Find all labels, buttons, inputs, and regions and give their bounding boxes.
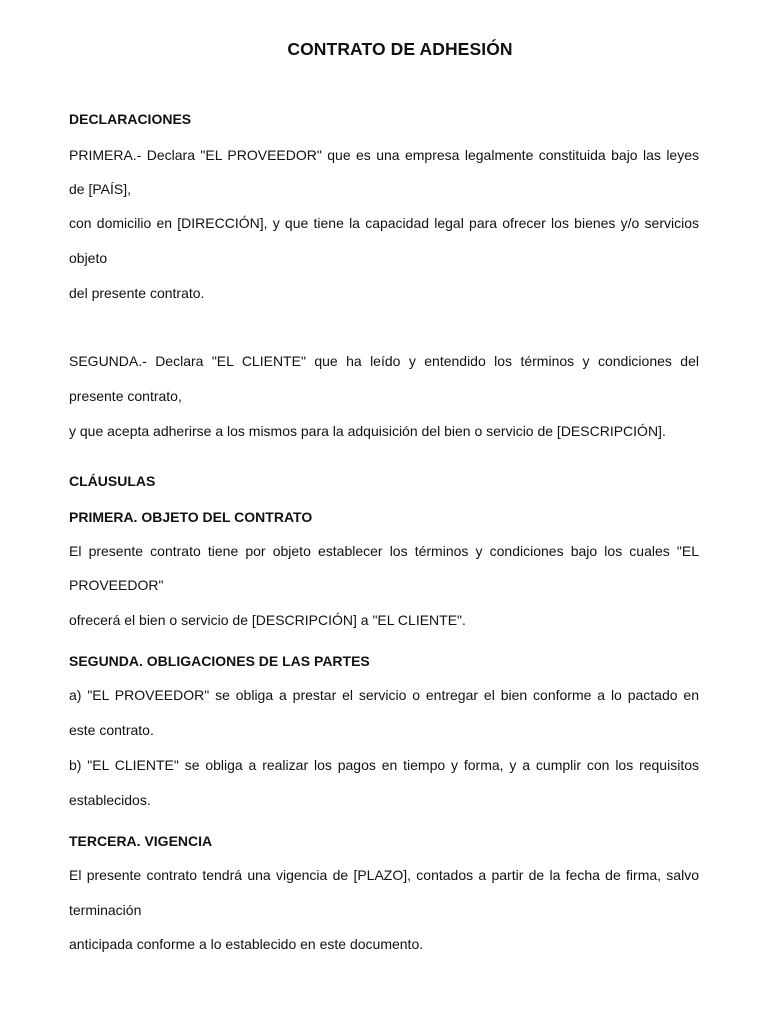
clausula-tercera-line-1: El presente contrato tendrá una vigencia de [PLAZO], contados a partir de la fecha de firma, salvo	[69, 867, 699, 883]
clausula-primera-line-3: ofrecerá el bien o servicio de [DESCRIPCIÓN] a "EL CLIENTE".	[69, 612, 466, 628]
clausula-segunda-line-4: establecidos.	[69, 792, 151, 808]
document-title: CONTRATO DE ADHESIÓN	[287, 39, 513, 59]
clausula-tercera-heading: TERCERA. VIGENCIA	[69, 833, 213, 849]
clausula-segunda-line-1: a) "EL PROVEEDOR" se obliga a prestar el servicio o entregar el bien conforme a lo pactado en	[69, 687, 699, 703]
declaracion-primera-line-5: del presente contrato.	[69, 285, 205, 301]
clausulas-heading: CLÁUSULAS	[69, 473, 156, 489]
declaraciones-heading: DECLARACIONES	[69, 111, 192, 127]
declaracion-primera-line-2: de [PAÍS],	[69, 181, 131, 197]
clausula-primera-line-2: PROVEEDOR"	[69, 577, 164, 593]
declaracion-segunda-line-2: presente contrato,	[69, 388, 182, 404]
clausula-segunda-heading: SEGUNDA. OBLIGACIONES DE LAS PARTES	[69, 653, 370, 669]
clausula-tercera-line-3: anticipada conforme a lo establecido en este documento.	[69, 936, 424, 952]
declaracion-segunda-line-3: y que acepta adherirse a los mismos para la adquisición del bien o servicio de [DESCRIPCIÓN].	[69, 423, 666, 439]
declaracion-segunda-line-1: SEGUNDA.- Declara "EL CLIENTE" que ha leído y entendido los términos y condiciones del	[69, 353, 699, 369]
declaracion-primera-line-1: PRIMERA.- Declara "EL PROVEEDOR" que es una empresa legalmente constituida bajo las leyes	[69, 147, 699, 163]
declaracion-primera-line-3: con domicilio en [DIRECCIÓN], y que tiene la capacidad legal para ofrecer los bienes y/o servicios	[69, 215, 699, 231]
declaracion-primera-line-4: objeto	[69, 250, 108, 266]
clausula-primera-line-1: El presente contrato tiene por objeto establecer los términos y condiciones bajo los cuales "EL	[69, 543, 699, 559]
clausula-primera-heading: PRIMERA. OBJETO DEL CONTRATO	[69, 509, 313, 525]
clausula-segunda-line-2: este contrato.	[69, 722, 154, 738]
clausula-tercera-line-2: terminación	[69, 902, 142, 918]
clausula-segunda-line-3: b) "EL CLIENTE" se obliga a realizar los pagos en tiempo y forma, y a cumplir con los requisitos	[69, 757, 699, 773]
